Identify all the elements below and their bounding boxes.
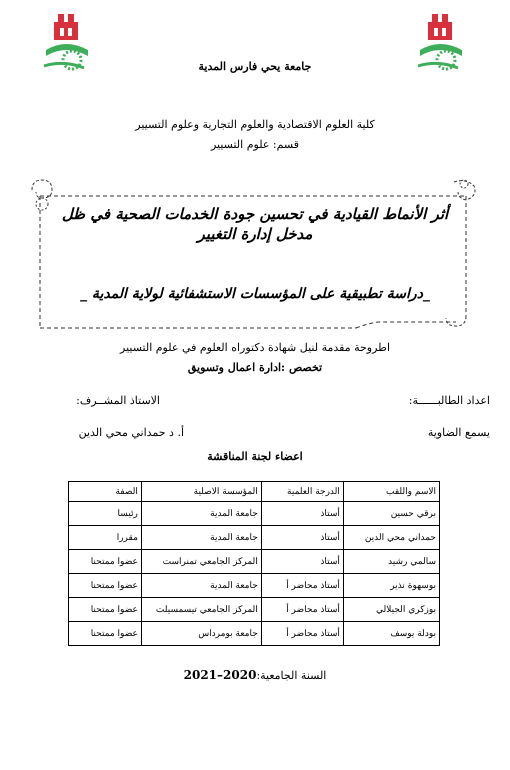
thesis-title: أثر الأنماط القيادية في تحسين جودة الخدمات الصحية في ظل مدخل إدارة التغيير	[61, 205, 449, 243]
member-institution: جامعة بومرداس	[141, 622, 261, 646]
title-scroll-frame	[26, 176, 480, 336]
member-institution: جامعة المدية	[141, 526, 261, 550]
academic-year-value: 2020–2021	[183, 668, 257, 682]
university-logo-right	[414, 10, 468, 72]
member-institution: جامعة المدية	[141, 502, 261, 526]
academic-year	[170, 668, 340, 682]
member-institution: المركز الجامعي تمنراست	[141, 550, 261, 574]
member-rank: أستاذ محاضر أ	[261, 598, 343, 622]
department-name: قسم: علوم التسيير	[210, 138, 300, 151]
student-name: يسمع الضاوية	[427, 426, 490, 439]
member-role: عضوا ممتحنا	[69, 598, 142, 622]
member-role: رئيسا	[69, 502, 142, 526]
member-institution: المركز الجامعي تيسمسيلت	[141, 598, 261, 622]
member-role: مقررا	[69, 526, 142, 550]
member-name: بودلة يوسف	[343, 622, 439, 646]
column-header-institution: المؤسسة الاصلية	[141, 482, 261, 502]
table-row	[69, 598, 440, 622]
table-row	[69, 622, 440, 646]
member-name: حمداني محي الدين	[343, 526, 439, 550]
table-row	[69, 526, 440, 550]
table-header-row	[69, 482, 440, 502]
member-name: بوسهوة نذير	[343, 574, 439, 598]
column-header-role: الصفة	[69, 482, 142, 502]
university-logo-left	[40, 10, 94, 72]
member-name: برقي حسين	[343, 502, 439, 526]
table-row	[69, 574, 440, 598]
member-institution: جامعة المدية	[141, 574, 261, 598]
member-rank: أستاذ	[261, 550, 343, 574]
thesis-purpose: اطروحة مقدمة لنيل شهادة دكتوراه العلوم في علوم التسيير	[120, 341, 390, 354]
university-name: جامعة يحي فارس المدية	[198, 60, 312, 73]
supervisor-label: الاستاذ المشــرف:	[76, 394, 160, 407]
committee-table	[68, 481, 440, 646]
column-header-rank: الدرجة العلمية	[261, 482, 343, 502]
supervisor-name: أ. د حمداني محي الدين	[78, 426, 184, 439]
member-role: عضوا ممتحنا	[69, 550, 142, 574]
thesis-subtitle: _دراسة تطبيقية على المؤسسات الاستشفائية لولاية المدية _	[80, 286, 430, 302]
column-header-name: الاسم واللقب	[343, 482, 439, 502]
table-row	[69, 502, 440, 526]
prepared-by-label: اعداد الطالبــــــة:	[408, 394, 490, 407]
thesis-specialty: تخصص :ادارة اعمال وتسويق	[187, 361, 323, 374]
committee-heading: اعضاء لجنة المناقشة	[207, 450, 303, 463]
faculty-name: كلية العلوم الاقتصادية والعلوم التجارية وعلوم التسيير	[135, 118, 375, 131]
member-rank: أستاذ	[261, 502, 343, 526]
academic-year-label: السنة الجامعية:	[256, 669, 327, 682]
table-row	[69, 550, 440, 574]
member-name: بوزكري الجيلالي	[343, 598, 439, 622]
member-name: سالمي رشيد	[343, 550, 439, 574]
member-role: عضوا ممتحنا	[69, 574, 142, 598]
member-rank: أستاذ محاضر أ	[261, 574, 343, 598]
member-rank: أستاذ	[261, 526, 343, 550]
member-rank: أستاذ محاضر أ	[261, 622, 343, 646]
member-role: عضوا ممتحنا	[69, 622, 142, 646]
